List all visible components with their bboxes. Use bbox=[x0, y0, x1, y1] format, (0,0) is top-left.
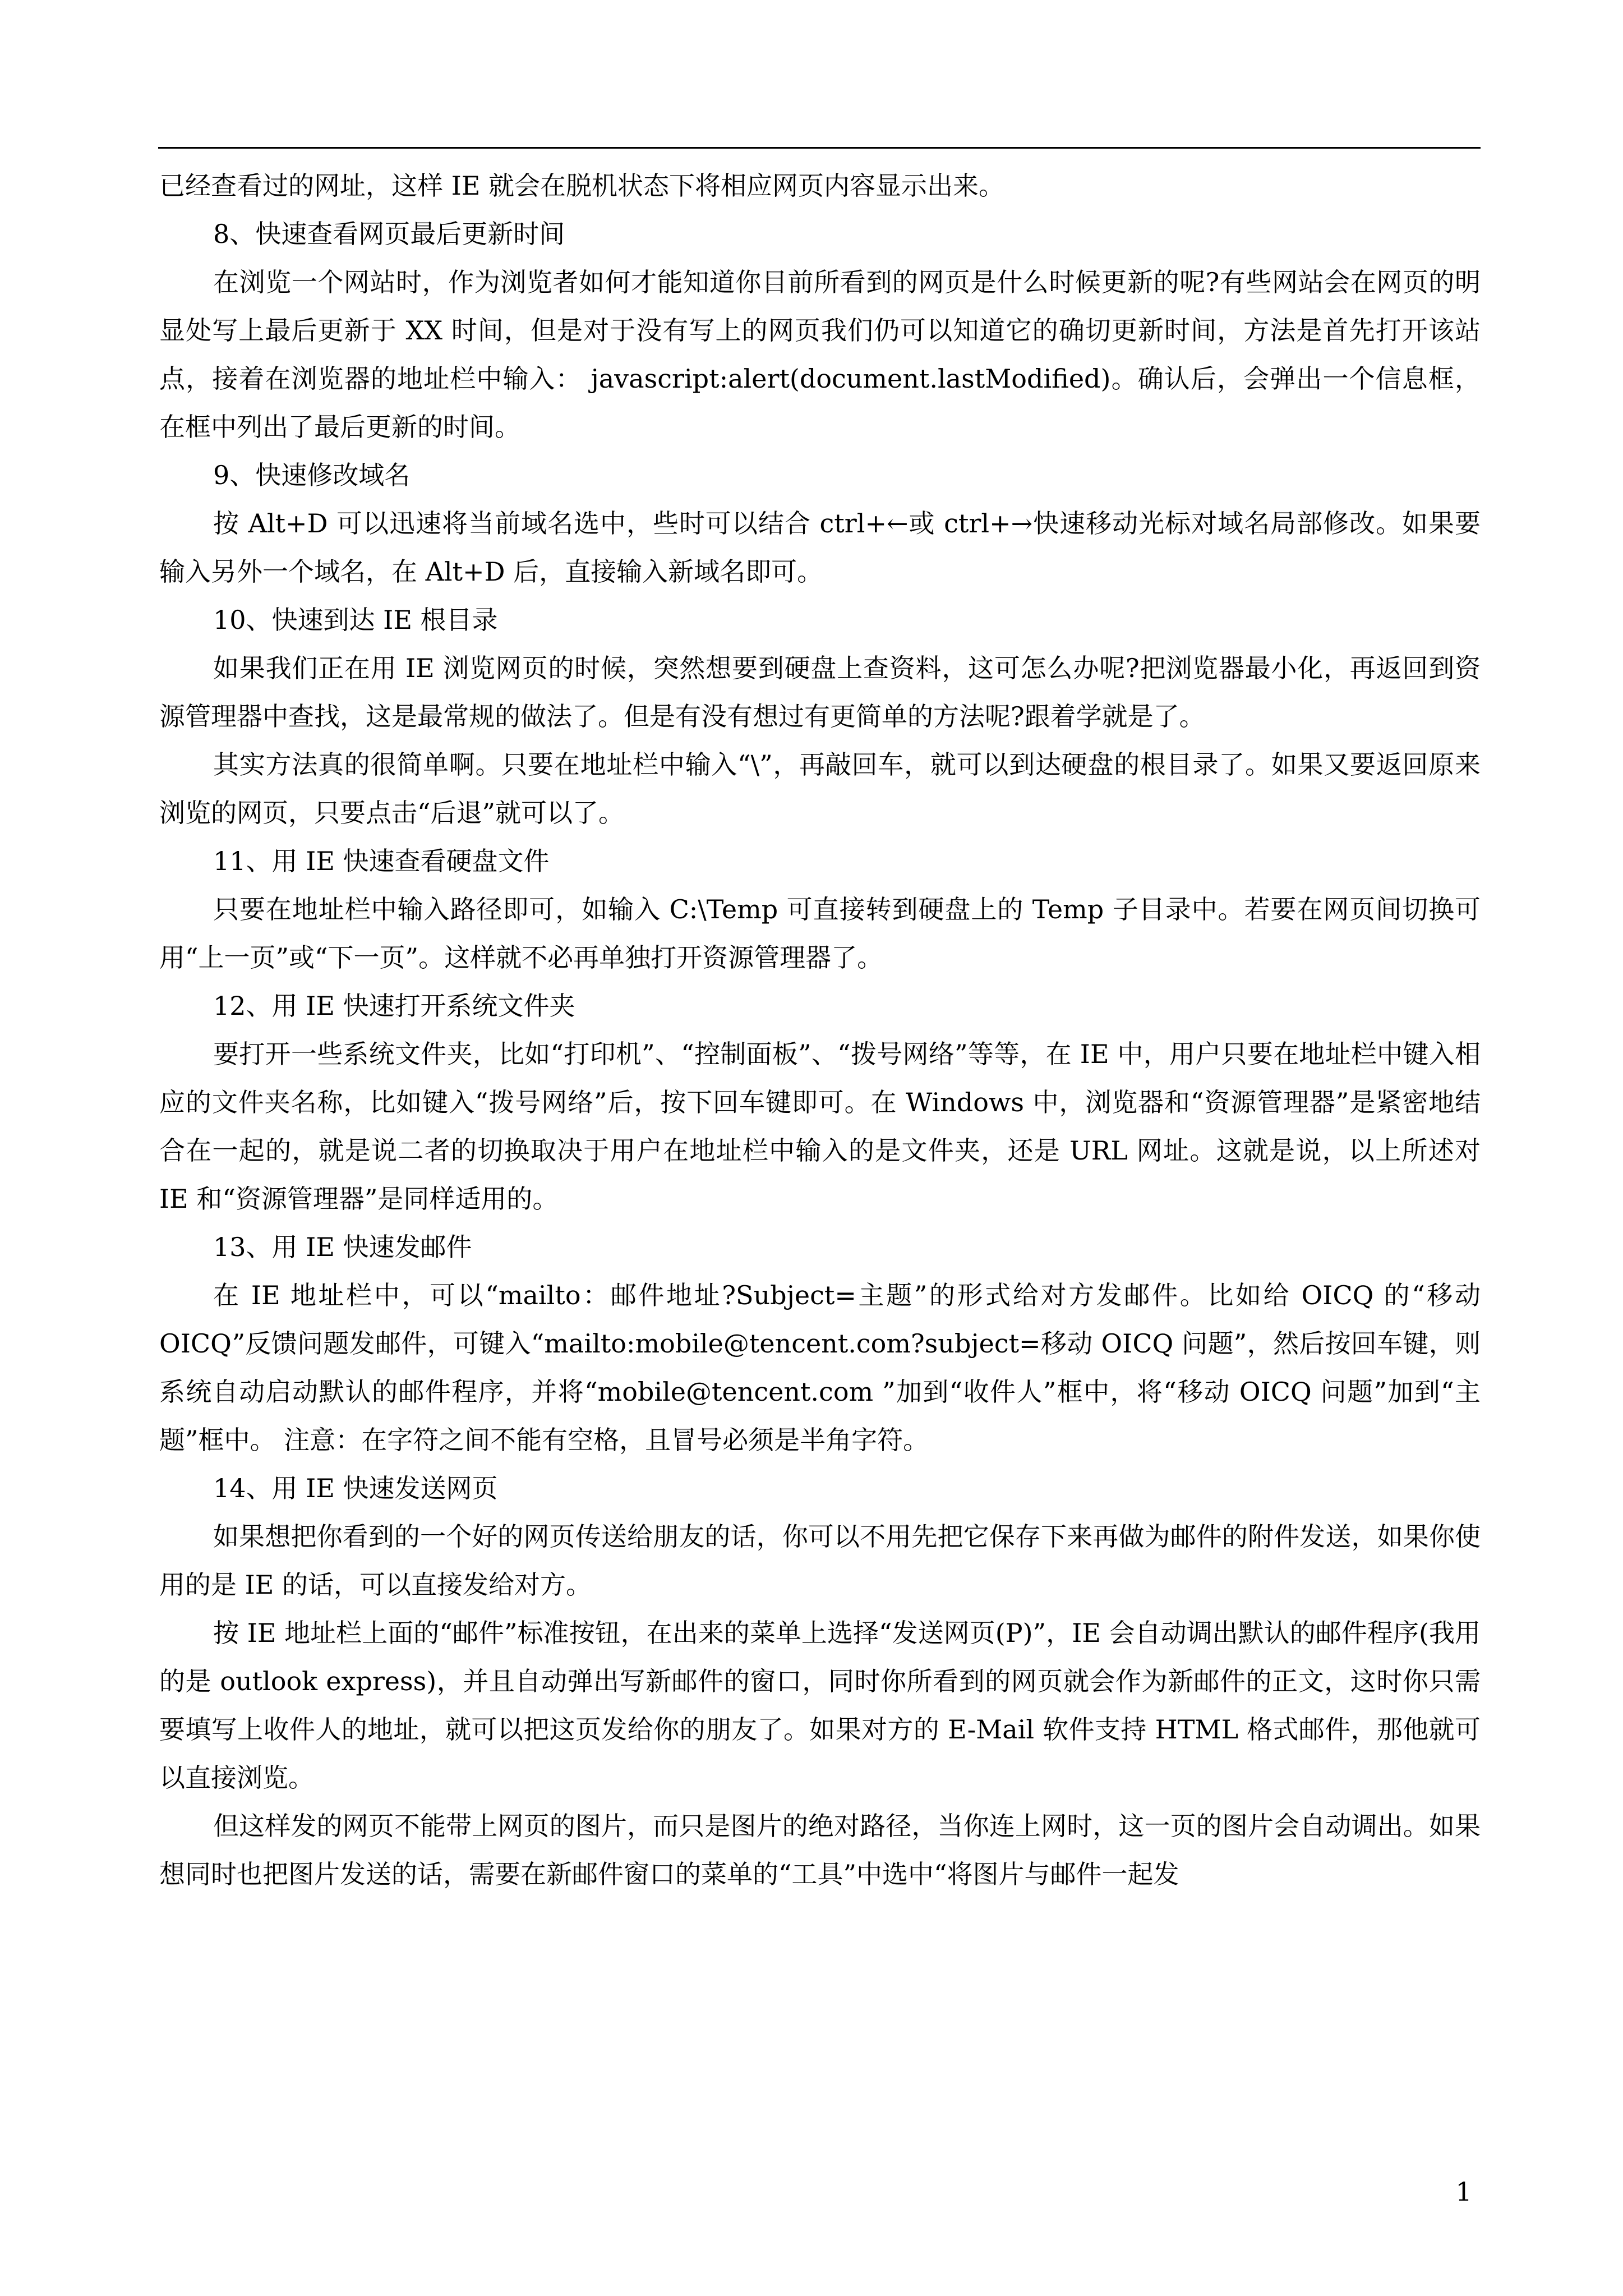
paragraph: 在浏览一个网站时，作为浏览者如何才能知道你目前所看到的网页是什么时候更新的呢?有些网站会在网页的明显处写上最后更新于 XX 时间，但是对于没有写上的网页我们仍可以知道它的确切更新时间，方法是首先打开该站点，接着在浏览器的地址栏中输入： javascript:alert(document.lastModified)。确认后，会弹出一个信息框，在框中列出了最后更新的时间。 bbox=[159, 267, 1481, 442]
section-heading-13: 13、用 IE 快速发邮件 bbox=[213, 1232, 472, 1262]
paragraph-continuation: 已经查看过的网址，这样 IE 就会在脱机状态下将相应网页内容显示出来。 bbox=[159, 171, 1004, 201]
page-number: 1 bbox=[1455, 2177, 1472, 2207]
paragraph: 按 IE 地址栏上面的“邮件”标准按钮，在出来的菜单上选择“发送网页(P)”，IE 会自动调出默认的邮件程序(我用的是 outlook express)，并且自动弹出写新邮件的窗口，同时你所看到的网页就会作为新邮件的正文，这时你只需要填写上收件人的地址，就可以把这页发给你的朋友了。如果对方的 E-Mail 软件支持 HTML 格式邮件，那他就可以直接浏览。 bbox=[159, 1618, 1481, 1793]
paragraph: 但这样发的网页不能带上网页的图片，而只是图片的绝对路径，当你连上网时，这一页的图片会自动调出。如果想同时也把图片发送的话，需要在新邮件窗口的菜单的“工具”中选中“将图片与邮件一起发 bbox=[159, 1811, 1481, 1889]
paragraph: 其实方法真的很简单啊。只要在地址栏中输入“\”，再敲回车，就可以到达硬盘的根目录了。如果又要返回原来浏览的网页，只要点击“后退”就可以了。 bbox=[159, 749, 1481, 828]
section-heading-9: 9、快速修改域名 bbox=[213, 460, 411, 490]
paragraph: 要打开一些系统文件夹，比如“打印机”、“控制面板”、“拨号网络”等等，在 IE 中，用户只要在地址栏中键入相应的文件夹名称，比如键入“拨号网络”后，按下回车键即可。在 Windows 中，浏览器和“资源管理器”是紧密地结合在一起的，就是说二者的切换取决于用户在地址栏中输入的是文件夹，还是 URL 网址。这就是说，以上所述对 IE 和“资源管理器”是同样适用的。 bbox=[159, 1039, 1489, 1214]
document-body bbox=[159, 162, 1489, 1898]
section-heading-14: 14、用 IE 快速发送网页 bbox=[213, 1473, 498, 1503]
paragraph: 按 Alt+D 可以迅速将当前域名选中，些时可以结合 ctrl+←或 ctrl+→快速移动光标对域名局部修改。如果要输入另外一个域名，在 Alt+D 后，直接输入新域名即可。 bbox=[159, 508, 1481, 587]
section-heading-11: 11、用 IE 快速查看硬盘文件 bbox=[213, 846, 550, 876]
paragraph: 如果我们正在用 IE 浏览网页的时候，突然想要到硬盘上查资料，这可怎么办呢?把浏览器最小化，再返回到资源管理器中查找，这是最常规的做法了。但是有没有想过有更简单的方法呢?跟着学就是了。 bbox=[159, 653, 1481, 731]
section-heading-12: 12、用 IE 快速打开系统文件夹 bbox=[213, 991, 575, 1021]
header-rule bbox=[158, 147, 1481, 149]
paragraph: 如果想把你看到的一个好的网页传送给朋友的话，你可以不用先把它保存下来再做为邮件的附件发送，如果你使用的是 IE 的话，可以直接发给对方。 bbox=[159, 1521, 1481, 1600]
section-heading-8: 8、快速查看网页最后更新时间 bbox=[213, 219, 565, 249]
paragraph: 只要在地址栏中输入路径即可，如输入 C:\Temp 可直接转到硬盘上的 Temp 子目录中。若要在网页间切换可用“上一页”或“下一页”。这样就不必再单独打开资源管理器了。 bbox=[159, 894, 1481, 973]
paragraph: 在 IE 地址栏中，可以“mailto：邮件地址?Subject=主题”的形式给对方发邮件。比如给 OICQ 的“移动 OICQ”反馈问题发邮件，可键入“mailto:mobile@tencent.com?subject=移动 OICQ 问题”，然后按回车键，则系统自动启动默认的邮件程序，并将“mobile@tencent.com ”加到“收件人”框中，将“移动 OICQ 问题”加到“主题”框中。 注意：在字符之间不能有空格，且冒号必须是半角字符。 bbox=[159, 1280, 1489, 1455]
section-heading-10: 10、快速到达 IE 根目录 bbox=[213, 605, 498, 635]
